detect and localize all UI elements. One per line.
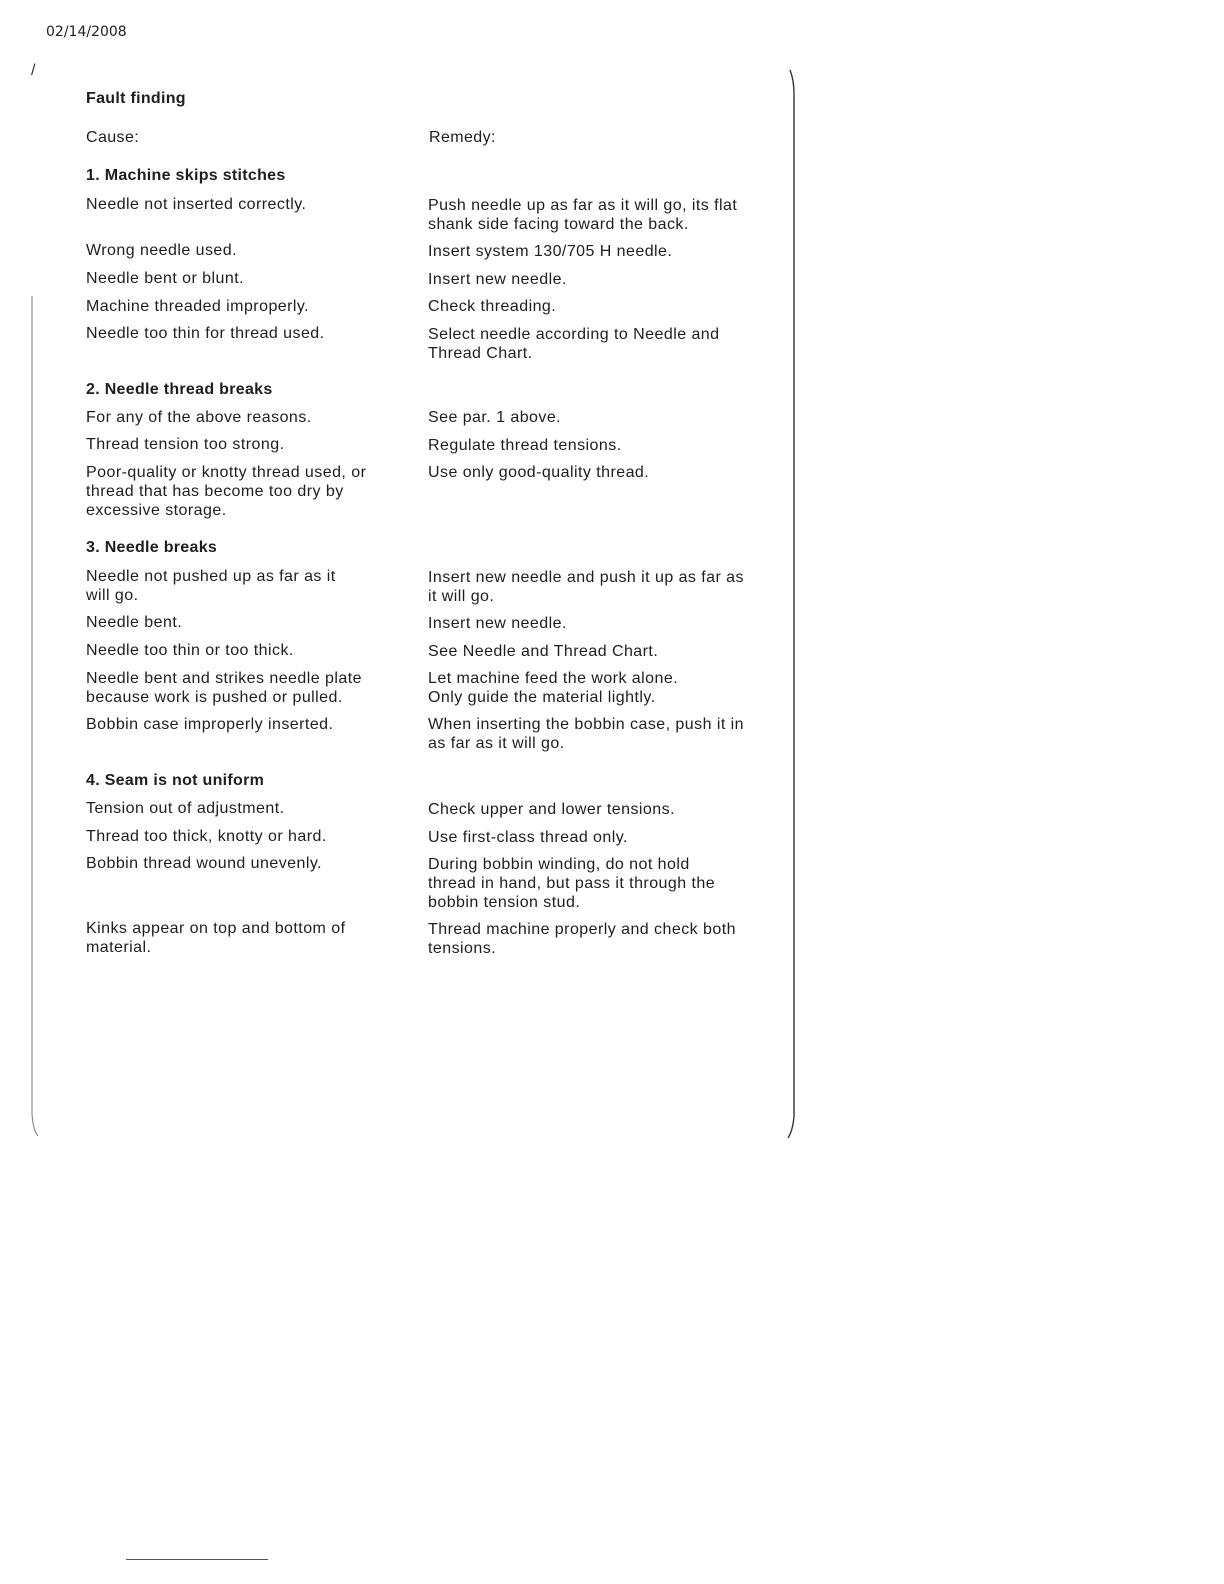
remedy-text: Check threading. — [428, 298, 557, 315]
footer-rule — [126, 1559, 268, 1560]
cause-text: Machine threaded improperly. — [86, 298, 310, 315]
cause-text: Kinks appear on top and bottom of material. — [86, 920, 346, 956]
remedy-text: Select needle according to Needle and Thread Chart. — [428, 326, 720, 362]
cause-text: Bobbin thread wound unevenly. — [86, 855, 323, 872]
left-bracket — [32, 296, 38, 1136]
cause-column-heading: Cause: — [86, 129, 140, 146]
cause-text: Needle too thin for thread used. — [86, 325, 325, 342]
remedy-column-heading: Remedy: — [429, 129, 496, 146]
document-date: 02/14/2008 — [46, 24, 127, 40]
remedy-text: Insert new needle and push it up as far as it will go. — [428, 569, 744, 605]
remedy-text: Push needle up as far as it will go, its flat shank side facing toward the back. — [428, 197, 738, 233]
cause-text: Thread too thick, knotty or hard. — [86, 828, 327, 845]
section-heading-skips-stitches: 1. Machine skips stitches — [86, 167, 286, 184]
remedy-text: Use first-class thread only. — [428, 829, 628, 846]
remedy-text: Let machine feed the work alone. Only guide the material lightly. — [428, 670, 679, 706]
cause-text: Needle not inserted correctly. — [86, 196, 307, 213]
cause-text: Poor-quality or knotty thread used, or thread that has become too dry by excessive storage. — [86, 464, 367, 519]
cause-text: Thread tension too strong. — [86, 436, 285, 453]
cause-text: Bobbin case improperly inserted. — [86, 716, 334, 733]
cause-text: Needle bent. — [86, 614, 183, 631]
cause-text: Tension out of adjustment. — [86, 800, 285, 817]
cause-text: Wrong needle used. — [86, 242, 238, 259]
cause-text: Needle bent or blunt. — [86, 270, 244, 287]
remedy-text: Insert system 130/705 H needle. — [428, 243, 673, 260]
remedy-text: When inserting the bobbin case, push it in as far as it will go. — [428, 716, 744, 752]
remedy-text: During bobbin winding, do not hold thread in hand, but pass it through the bobbin tension stud. — [428, 856, 716, 911]
remedy-text: See Needle and Thread Chart. — [428, 643, 659, 660]
remedy-text: See par. 1 above. — [428, 409, 562, 426]
cause-text: Needle too thin or too thick. — [86, 642, 294, 659]
remedy-text: Insert new needle. — [428, 271, 567, 288]
remedy-text: Use only good-quality thread. — [428, 464, 650, 481]
cause-text: Needle not pushed up as far as it will go. — [86, 568, 336, 604]
cause-text: For any of the above reasons. — [86, 409, 312, 426]
page-title: Fault finding — [86, 90, 186, 107]
remedy-text: Check upper and lower tensions. — [428, 801, 675, 818]
remedy-text: Thread machine properly and check both tensions. — [428, 921, 736, 957]
right-bracket — [788, 70, 794, 1138]
page-tick-mark: / — [31, 62, 36, 79]
cause-text: Needle bent and strikes needle plate because work is pushed or pulled. — [86, 670, 362, 706]
remedy-text: Regulate thread tensions. — [428, 437, 622, 454]
section-heading-needle-breaks: 3. Needle breaks — [86, 539, 218, 556]
section-heading-thread-breaks: 2. Needle thread breaks — [86, 381, 273, 398]
remedy-text: Insert new needle. — [428, 615, 567, 632]
section-heading-seam-not-uniform: 4. Seam is not uniform — [86, 772, 265, 789]
